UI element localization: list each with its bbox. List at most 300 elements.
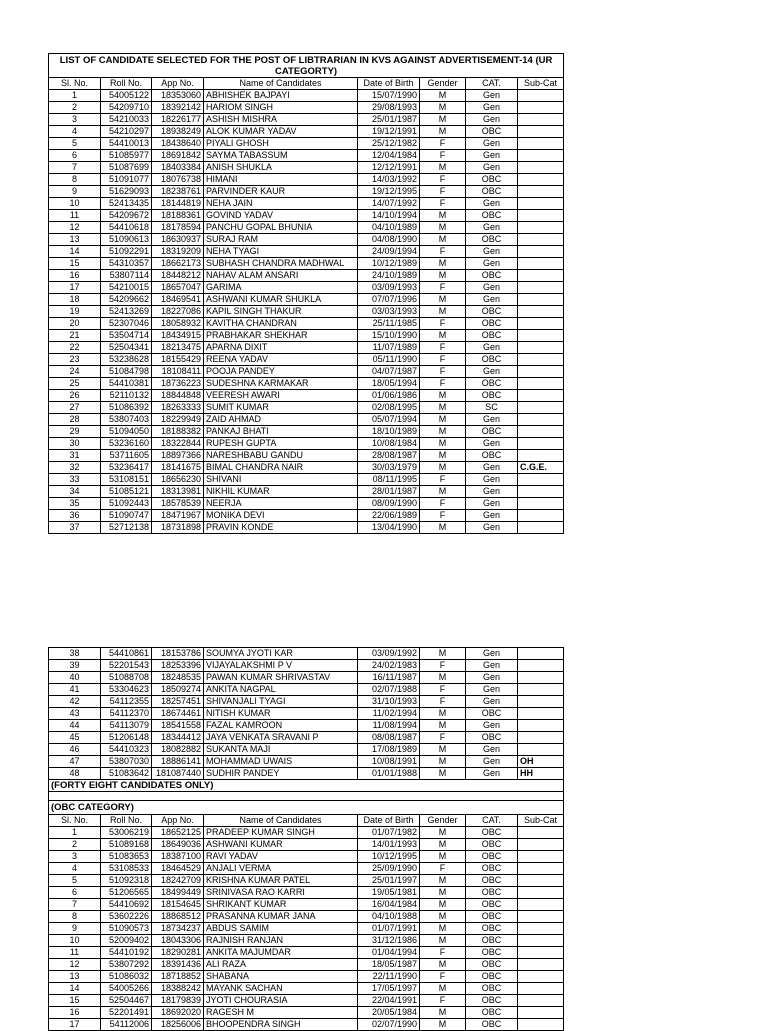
gender-cell: M — [420, 402, 466, 414]
table-row — [49, 330, 564, 342]
dob-cell: 16/04/1984 — [358, 899, 420, 911]
name-cell: SHRIKANT KUMAR — [204, 899, 358, 911]
name-cell: PANKAJ BHATI — [204, 426, 358, 438]
category-cell: OBC — [466, 959, 518, 971]
category-cell: Gen — [466, 660, 518, 672]
dob-cell: 02/07/1990 — [358, 1019, 420, 1031]
roll-no-cell: 51084798 — [101, 366, 152, 378]
category-cell: OBC — [466, 174, 518, 186]
gender-cell: M — [420, 486, 466, 498]
dob-cell: 07/07/1996 — [358, 294, 420, 306]
roll-no-cell: 53504714 — [101, 330, 152, 342]
subcat-cell — [518, 402, 564, 414]
subcat-cell — [518, 450, 564, 462]
gender-cell: F — [420, 696, 466, 708]
table-row — [49, 114, 564, 126]
app-no-cell: 18322844 — [152, 438, 204, 450]
roll-no-cell: 53711605 — [101, 450, 152, 462]
category-cell: Gen — [466, 366, 518, 378]
serial-cell: 36 — [49, 510, 101, 522]
dob-cell: 03/03/1993 — [358, 306, 420, 318]
name-cell: ASHWANI KUMAR — [204, 839, 358, 851]
roll-no-cell: 52201543 — [101, 660, 152, 672]
gender-cell: F — [420, 684, 466, 696]
app-no-cell: 18188382 — [152, 426, 204, 438]
subcat-cell — [518, 114, 564, 126]
name-cell: BIMAL CHANDRA NAIR — [204, 462, 358, 474]
name-cell: ASHISH MISHRA — [204, 114, 358, 126]
gender-cell: M — [420, 414, 466, 426]
dob-cell: 28/08/1987 — [358, 450, 420, 462]
column-header-serial: Sl. No. — [49, 78, 101, 90]
table-row — [49, 318, 564, 330]
app-no-cell: 18718852 — [152, 971, 204, 983]
roll-no-cell: 52504467 — [101, 995, 152, 1007]
gender-cell: M — [420, 450, 466, 462]
dob-cell: 14/03/1992 — [358, 174, 420, 186]
subcat-cell — [518, 744, 564, 756]
app-no-cell: 18141675 — [152, 462, 204, 474]
table-row — [49, 258, 564, 270]
serial-cell: 46 — [49, 744, 101, 756]
subcat-cell — [518, 150, 564, 162]
table-row — [49, 510, 564, 522]
category-cell: OBC — [466, 863, 518, 875]
name-cell: HIMANI — [204, 174, 358, 186]
roll-no-cell: 51206565 — [101, 887, 152, 899]
roll-no-cell: 53304623 — [101, 684, 152, 696]
gender-cell: M — [420, 126, 466, 138]
roll-no-cell: 54410618 — [101, 222, 152, 234]
dob-cell: 14/10/1994 — [358, 210, 420, 222]
roll-no-cell: 51085977 — [101, 150, 152, 162]
subcat-cell — [518, 198, 564, 210]
category-cell: OBC — [466, 971, 518, 983]
dob-cell: 01/01/1988 — [358, 768, 420, 780]
category-cell: Gen — [466, 198, 518, 210]
app-no-cell: 18153786 — [152, 648, 204, 660]
category-cell: Gen — [466, 150, 518, 162]
roll-no-cell: 54410192 — [101, 947, 152, 959]
subcat-cell — [518, 959, 564, 971]
app-no-cell: 18058932 — [152, 318, 204, 330]
category-cell: OBC — [466, 378, 518, 390]
roll-no-cell: 51085121 — [101, 486, 152, 498]
name-cell: HARIOM SINGH — [204, 102, 358, 114]
name-cell: VIJAYALAKSHMI P V — [204, 660, 358, 672]
category-cell: OBC — [466, 1007, 518, 1019]
roll-no-cell: 54410381 — [101, 378, 152, 390]
gender-cell: F — [420, 186, 466, 198]
dob-cell: 12/04/1984 — [358, 150, 420, 162]
category-cell: OBC — [466, 899, 518, 911]
column-header-category: CAT. — [466, 78, 518, 90]
table-row — [49, 1007, 564, 1019]
dob-cell: 02/07/1988 — [358, 684, 420, 696]
gender-cell: M — [420, 887, 466, 899]
roll-no-cell: 51086392 — [101, 402, 152, 414]
dob-cell: 15/10/1990 — [358, 330, 420, 342]
category-cell: Gen — [466, 294, 518, 306]
app-no-cell: 18242709 — [152, 875, 204, 887]
roll-no-cell: 53108533 — [101, 863, 152, 875]
subcat-cell — [518, 522, 564, 534]
app-no-cell: 18238761 — [152, 186, 204, 198]
name-cell: RAVI YADAV — [204, 851, 358, 863]
table-row — [49, 150, 564, 162]
name-cell: ALOK KUMAR YADAV — [204, 126, 358, 138]
dob-cell: 31/12/1986 — [358, 935, 420, 947]
table-row — [49, 282, 564, 294]
serial-cell: 1 — [49, 90, 101, 102]
name-cell: NAHAV ALAM ANSARI — [204, 270, 358, 282]
table-row — [49, 306, 564, 318]
table-row — [49, 983, 564, 995]
subcat-cell — [518, 899, 564, 911]
gender-cell: M — [420, 1007, 466, 1019]
roll-no-cell: 52307046 — [101, 318, 152, 330]
roll-no-cell: 54209710 — [101, 102, 152, 114]
app-no-cell: 181087440 — [152, 768, 204, 780]
dob-cell: 10/08/1984 — [358, 438, 420, 450]
dob-cell: 10/12/1995 — [358, 851, 420, 863]
gender-cell: M — [420, 90, 466, 102]
name-cell: SUDHIR PANDEY — [204, 768, 358, 780]
app-no-cell: 18434915 — [152, 330, 204, 342]
roll-no-cell: 53238628 — [101, 354, 152, 366]
table-row — [49, 756, 564, 768]
roll-no-cell: 54410323 — [101, 744, 152, 756]
category-cell: OBC — [466, 390, 518, 402]
gender-cell: M — [420, 923, 466, 935]
gender-cell: M — [420, 210, 466, 222]
table-row — [49, 648, 564, 660]
gender-cell: M — [420, 875, 466, 887]
app-no-cell: 18499449 — [152, 887, 204, 899]
serial-cell: 14 — [49, 246, 101, 258]
dob-cell: 24/02/1983 — [358, 660, 420, 672]
gender-cell: M — [420, 959, 466, 971]
section-row — [49, 801, 564, 815]
subcat-cell — [518, 282, 564, 294]
gender-cell: M — [420, 839, 466, 851]
name-cell: ANJALI VERMA — [204, 863, 358, 875]
name-cell: SAYMA TABASSUM — [204, 150, 358, 162]
app-no-cell: 18076738 — [152, 174, 204, 186]
column-header-roll-no: Roll No. — [101, 815, 152, 827]
roll-no-cell: 54209662 — [101, 294, 152, 306]
gender-cell: M — [420, 234, 466, 246]
subcat-cell — [518, 923, 564, 935]
category-cell: OBC — [466, 995, 518, 1007]
subcat-cell — [518, 210, 564, 222]
category-cell: OBC — [466, 126, 518, 138]
spacer-row — [49, 792, 564, 801]
app-no-cell: 18353060 — [152, 90, 204, 102]
dob-cell: 04/10/1989 — [358, 222, 420, 234]
category-cell: OBC — [466, 270, 518, 282]
name-cell: JAYA VENKATA SRAVANI P — [204, 732, 358, 744]
app-no-cell: 18938249 — [152, 126, 204, 138]
name-cell: POOJA PANDEY — [204, 366, 358, 378]
subcat-cell — [518, 863, 564, 875]
subcat-cell — [518, 486, 564, 498]
subcat-cell — [518, 126, 564, 138]
dob-cell: 04/08/1990 — [358, 234, 420, 246]
category-cell: Gen — [466, 696, 518, 708]
table-row — [49, 426, 564, 438]
serial-cell: 11 — [49, 947, 101, 959]
gender-cell: M — [420, 114, 466, 126]
subcat-cell — [518, 306, 564, 318]
roll-no-cell: 51090613 — [101, 234, 152, 246]
category-cell: Gen — [466, 414, 518, 426]
app-no-cell: 18464529 — [152, 863, 204, 875]
category-cell: Gen — [466, 498, 518, 510]
app-no-cell: 18319209 — [152, 246, 204, 258]
name-cell: SUKANTA MAJI — [204, 744, 358, 756]
app-no-cell: 18391436 — [152, 959, 204, 971]
category-cell: Gen — [466, 744, 518, 756]
dob-cell: 11/02/1994 — [358, 708, 420, 720]
roll-no-cell: 51090573 — [101, 923, 152, 935]
subcat-cell — [518, 234, 564, 246]
serial-cell: 33 — [49, 474, 101, 486]
serial-cell: 30 — [49, 438, 101, 450]
dob-cell: 03/09/1993 — [358, 282, 420, 294]
dob-cell: 08/11/1995 — [358, 474, 420, 486]
roll-no-cell: 54210015 — [101, 282, 152, 294]
gender-cell: F — [420, 138, 466, 150]
category-cell: OBC — [466, 887, 518, 899]
gender-cell: M — [420, 102, 466, 114]
dob-cell: 24/09/1994 — [358, 246, 420, 258]
dob-cell: 25/01/1987 — [358, 114, 420, 126]
table-row — [49, 911, 564, 923]
app-no-cell: 18082882 — [152, 744, 204, 756]
gender-cell: M — [420, 708, 466, 720]
name-cell: PAWAN KUMAR SHRIVASTAV — [204, 672, 358, 684]
category-cell: Gen — [466, 282, 518, 294]
serial-cell: 4 — [49, 126, 101, 138]
serial-cell: 5 — [49, 138, 101, 150]
gender-cell: F — [420, 474, 466, 486]
roll-no-cell: 51086032 — [101, 971, 152, 983]
roll-no-cell: 54112370 — [101, 708, 152, 720]
category-cell: Gen — [466, 258, 518, 270]
roll-no-cell: 53006219 — [101, 827, 152, 839]
dob-cell: 19/12/1995 — [358, 186, 420, 198]
dob-cell: 18/05/1987 — [358, 959, 420, 971]
app-no-cell: 18229949 — [152, 414, 204, 426]
name-cell: PRADEEP KUMAR SINGH — [204, 827, 358, 839]
category-cell: OBC — [466, 708, 518, 720]
name-cell: KRISHNA KUMAR PATEL — [204, 875, 358, 887]
gender-cell: M — [420, 222, 466, 234]
name-cell: PANCHU GOPAL BHUNIA — [204, 222, 358, 234]
app-no-cell: 18290281 — [152, 947, 204, 959]
gender-cell: M — [420, 744, 466, 756]
gender-cell: M — [420, 851, 466, 863]
app-no-cell: 18403384 — [152, 162, 204, 174]
serial-cell: 12 — [49, 959, 101, 971]
category-cell: OBC — [466, 947, 518, 959]
category-cell: OBC — [466, 911, 518, 923]
serial-cell: 16 — [49, 1007, 101, 1019]
app-no-cell: 18213475 — [152, 342, 204, 354]
serial-cell: 9 — [49, 923, 101, 935]
table-row — [49, 354, 564, 366]
column-header-category: CAT. — [466, 815, 518, 827]
dob-cell: 11/07/1989 — [358, 342, 420, 354]
roll-no-cell: 54410861 — [101, 648, 152, 660]
category-cell: OBC — [466, 354, 518, 366]
roll-no-cell: 53807292 — [101, 959, 152, 971]
table-row — [49, 234, 564, 246]
dob-cell: 25/11/1985 — [358, 318, 420, 330]
table-row — [49, 851, 564, 863]
column-header-name: Name of Candidates — [204, 78, 358, 90]
name-cell: APARNA DIXIT — [204, 342, 358, 354]
dob-cell: 01/06/1986 — [358, 390, 420, 402]
subcat-cell — [518, 270, 564, 282]
subcat-cell — [518, 696, 564, 708]
dob-cell: 31/10/1993 — [358, 696, 420, 708]
subcat-cell — [518, 318, 564, 330]
subcat-cell — [518, 426, 564, 438]
serial-cell: 42 — [49, 696, 101, 708]
header-row — [49, 78, 564, 90]
gender-cell: M — [420, 330, 466, 342]
roll-no-cell: 53602226 — [101, 911, 152, 923]
dob-cell: 12/12/1991 — [358, 162, 420, 174]
serial-cell: 7 — [49, 899, 101, 911]
gender-cell: F — [420, 174, 466, 186]
subcat-cell — [518, 732, 564, 744]
dob-cell: 08/09/1990 — [358, 498, 420, 510]
app-no-cell: 18886141 — [152, 756, 204, 768]
category-cell: Gen — [466, 522, 518, 534]
name-cell: KAPIL SINGH THAKUR — [204, 306, 358, 318]
dob-cell: 01/04/1994 — [358, 947, 420, 959]
roll-no-cell: 52009402 — [101, 935, 152, 947]
table-row — [49, 923, 564, 935]
app-no-cell: 18043306 — [152, 935, 204, 947]
name-cell: REENA YADAV — [204, 354, 358, 366]
subcat-cell — [518, 258, 564, 270]
table-row — [49, 186, 564, 198]
roll-no-cell: 51089168 — [101, 839, 152, 851]
gender-cell: M — [420, 258, 466, 270]
name-cell: ZAID AHMAD — [204, 414, 358, 426]
category-cell: Gen — [466, 768, 518, 780]
app-no-cell: 18344412 — [152, 732, 204, 744]
subcat-cell — [518, 390, 564, 402]
gender-cell: M — [420, 426, 466, 438]
table-row — [49, 827, 564, 839]
roll-no-cell: 54112355 — [101, 696, 152, 708]
category-cell: Gen — [466, 90, 518, 102]
serial-cell: 29 — [49, 426, 101, 438]
table-row — [49, 995, 564, 1007]
roll-no-cell: 51090747 — [101, 510, 152, 522]
subcat-cell: C.G.E. — [518, 462, 564, 474]
name-cell: RAGESH M — [204, 1007, 358, 1019]
gender-cell: M — [420, 306, 466, 318]
serial-cell: 38 — [49, 648, 101, 660]
name-cell: SOUMYA JYOTI KAR — [204, 648, 358, 660]
gender-cell: F — [420, 971, 466, 983]
table-row — [49, 450, 564, 462]
dob-cell: 01/07/1991 — [358, 923, 420, 935]
roll-no-cell: 53807114 — [101, 270, 152, 282]
subcat-cell — [518, 887, 564, 899]
dob-cell: 10/12/1989 — [358, 258, 420, 270]
gender-cell: M — [420, 648, 466, 660]
name-cell: MOHAMMAD UWAIS — [204, 756, 358, 768]
app-no-cell: 18257451 — [152, 696, 204, 708]
subcat-cell — [518, 827, 564, 839]
category-cell: Gen — [466, 102, 518, 114]
gender-cell: F — [420, 150, 466, 162]
name-cell: SURAJ RAM — [204, 234, 358, 246]
gender-cell: F — [420, 354, 466, 366]
app-no-cell: 18649036 — [152, 839, 204, 851]
category-cell: Gen — [466, 720, 518, 732]
serial-cell: 24 — [49, 366, 101, 378]
subcat-cell — [518, 648, 564, 660]
category-cell: Gen — [466, 756, 518, 768]
app-no-cell: 18226177 — [152, 114, 204, 126]
name-cell: RAJNISH RANJAN — [204, 935, 358, 947]
serial-cell: 15 — [49, 995, 101, 1007]
category-cell: Gen — [466, 648, 518, 660]
gender-cell: M — [420, 768, 466, 780]
gender-cell: F — [420, 995, 466, 1007]
subcat-cell — [518, 947, 564, 959]
dob-cell: 03/09/1992 — [358, 648, 420, 660]
gender-cell: M — [420, 162, 466, 174]
roll-no-cell: 53807030 — [101, 756, 152, 768]
gender-cell: M — [420, 390, 466, 402]
serial-cell: 31 — [49, 450, 101, 462]
table-row — [49, 174, 564, 186]
note-row — [49, 780, 564, 792]
app-no-cell: 18731898 — [152, 522, 204, 534]
name-cell: GARIMA — [204, 282, 358, 294]
gender-cell: M — [420, 827, 466, 839]
roll-no-cell: 51083653 — [101, 851, 152, 863]
spacer — [49, 792, 564, 801]
roll-no-cell: 51083642 — [101, 768, 152, 780]
gender-cell: M — [420, 911, 466, 923]
app-no-cell: 18541558 — [152, 720, 204, 732]
name-cell: ANISH SHUKLA — [204, 162, 358, 174]
subcat-cell — [518, 174, 564, 186]
serial-cell: 8 — [49, 174, 101, 186]
category-cell: OBC — [466, 186, 518, 198]
roll-no-cell: 53236160 — [101, 438, 152, 450]
column-header-gender: Gender — [420, 815, 466, 827]
app-no-cell: 18227086 — [152, 306, 204, 318]
app-no-cell: 18630937 — [152, 234, 204, 246]
table-row — [49, 414, 564, 426]
serial-cell: 25 — [49, 378, 101, 390]
table-row — [49, 863, 564, 875]
roll-no-cell: 54005266 — [101, 983, 152, 995]
subcat-cell — [518, 498, 564, 510]
gender-cell: M — [420, 522, 466, 534]
